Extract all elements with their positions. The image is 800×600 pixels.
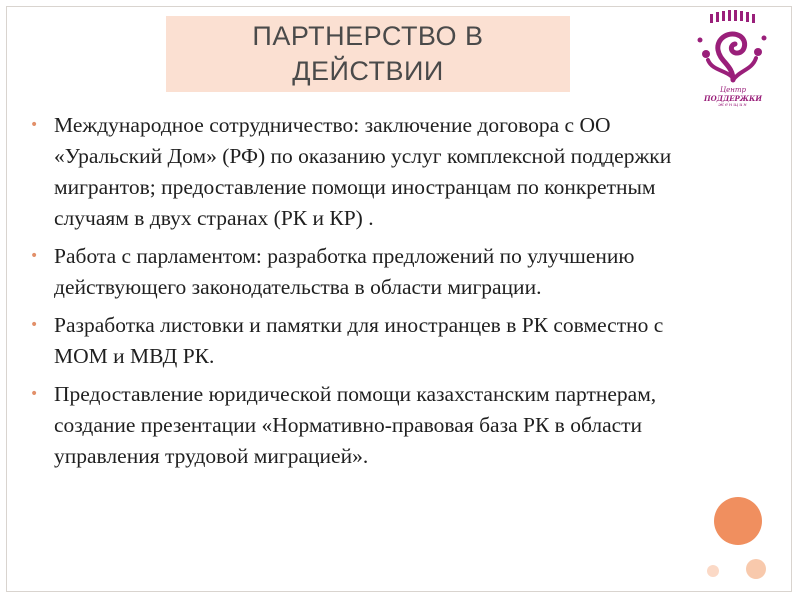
bullet-marker-icon: • (30, 248, 39, 264)
bullet-text: Работа с парламентом: разработка предложений по улучшению действующего законодательства в области миграции. (54, 244, 635, 299)
logo (690, 10, 776, 110)
logo-line-1: Центр (720, 86, 746, 94)
logo-line-2: ПОДДЕРЖКИ (704, 94, 762, 103)
swirl-flower-icon (690, 10, 776, 88)
bullet-list (30, 110, 720, 479)
bullet-marker-icon: • (30, 117, 39, 133)
bullet-text: Разработка листовки и памятки для иностранцев в РК совместно с МОМ и МВД РК. (54, 313, 664, 368)
bullet-item (30, 110, 720, 234)
bullet-item (30, 241, 720, 303)
logo-line-3: женщин (718, 102, 748, 108)
bullet-marker-icon: • (30, 317, 39, 333)
decor-circle-small (746, 559, 766, 579)
bullet-item (30, 310, 720, 372)
bullet-marker-icon: • (30, 386, 39, 402)
decor-circle-large (714, 497, 762, 545)
title-box (166, 16, 570, 92)
slide-title: ПАРТНЕРСТВО В ДЕЙСТВИИ (252, 21, 484, 86)
bullet-text: Международное сотрудничество: заключение договора с ОО «Уральский Дом» (РФ) по оказанию услуг комплексной поддержки мигрантов; предоставление помощи иностранцам по конкретным случаям в двух странах (РК и КР) . (54, 113, 672, 230)
bullet-text: Предоставление юридической помощи казахстанским партнерам, создание презентации «Нормативно-правовая база РК в области управления трудовой миграцией». (54, 382, 657, 468)
decor-circle-tiny (707, 565, 719, 577)
bullet-item (30, 379, 720, 472)
